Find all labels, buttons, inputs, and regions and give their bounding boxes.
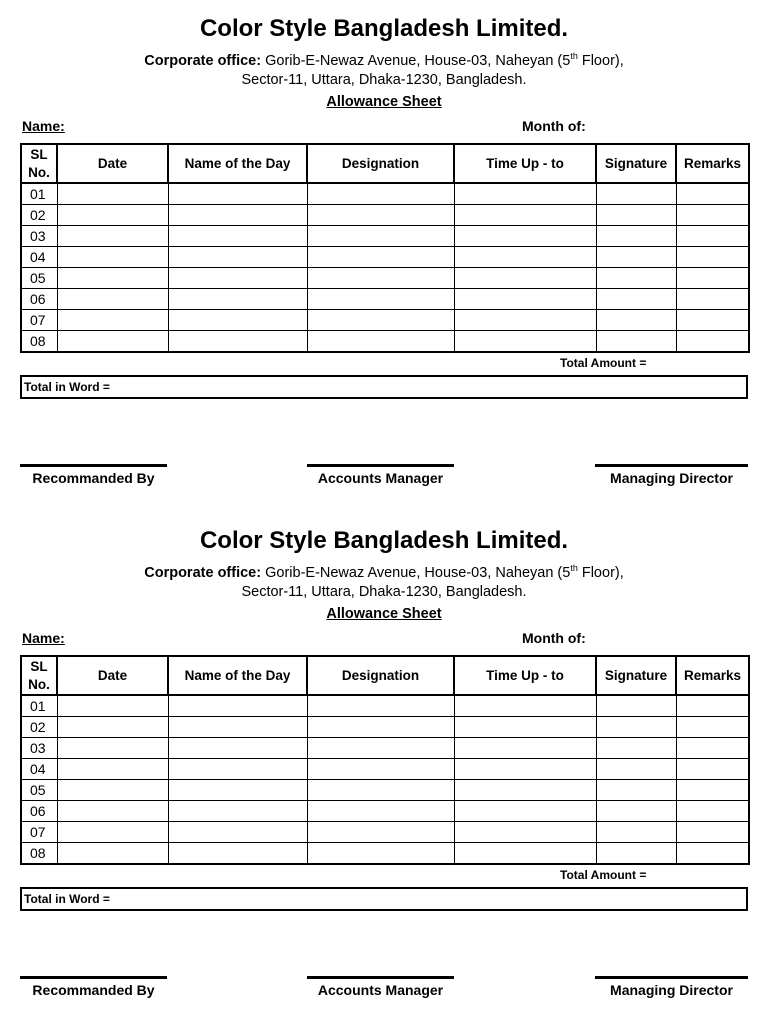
company-name: Color Style Bangladesh Limited. — [199, 15, 569, 42]
day-name-cell[interactable] — [168, 331, 307, 353]
day-name-cell[interactable] — [168, 822, 307, 843]
sl-number-cell: 01 — [21, 183, 57, 205]
table-row — [21, 801, 749, 822]
remarks-cell[interactable] — [676, 331, 749, 353]
sl-number-cell: 06 — [21, 801, 57, 822]
time-cell[interactable] — [454, 289, 596, 310]
table-row — [21, 738, 749, 759]
day-name-cell[interactable] — [168, 310, 307, 331]
recommended-by-signature: Recommanded By — [20, 976, 167, 1005]
designation-cell[interactable] — [307, 822, 454, 843]
header-time: Time Up - to — [454, 656, 596, 695]
signature-cell[interactable] — [596, 226, 676, 247]
signature-cell[interactable] — [596, 822, 676, 843]
signature-cell[interactable] — [596, 717, 676, 738]
signature-cell[interactable] — [596, 843, 676, 865]
designation-cell[interactable] — [307, 247, 454, 268]
header-designation: Designation — [307, 656, 454, 695]
day-name-cell[interactable] — [168, 695, 307, 717]
table-row — [21, 695, 749, 717]
office-label: Corporate office: — [144, 53, 262, 69]
total-in-word-box[interactable] — [20, 375, 748, 399]
date-cell[interactable] — [57, 843, 168, 865]
time-cell[interactable] — [454, 717, 596, 738]
signature-cell[interactable] — [596, 801, 676, 822]
table-header-row — [21, 144, 749, 183]
name-label: Name: — [22, 118, 65, 134]
date-cell[interactable] — [57, 268, 168, 289]
time-cell[interactable] — [454, 695, 596, 717]
designation-cell[interactable] — [307, 759, 454, 780]
address-line-1 — [0, 564, 768, 582]
total-amount-label: Total Amount = — [560, 868, 647, 882]
allowance-table — [20, 655, 750, 865]
day-name-cell[interactable] — [168, 226, 307, 247]
signature-cell[interactable] — [596, 268, 676, 289]
designation-cell[interactable] — [307, 738, 454, 759]
header-signature: Signature — [596, 656, 676, 695]
sl-number-cell: 08 — [21, 843, 57, 865]
signature-cell[interactable] — [596, 738, 676, 759]
designation-cell[interactable] — [307, 801, 454, 822]
total-in-word-label: Total in Word = — [24, 892, 110, 906]
table-row — [21, 183, 749, 205]
date-cell[interactable] — [57, 310, 168, 331]
total-in-word-label: Total in Word = — [24, 380, 110, 394]
day-name-cell[interactable] — [168, 717, 307, 738]
table-row — [21, 331, 749, 353]
remarks-cell[interactable] — [676, 759, 749, 780]
date-cell[interactable] — [57, 738, 168, 759]
remarks-cell[interactable] — [676, 843, 749, 865]
date-cell[interactable] — [57, 289, 168, 310]
time-cell[interactable] — [454, 183, 596, 205]
company-name: Color Style Bangladesh Limited. — [199, 527, 569, 554]
time-cell[interactable] — [454, 310, 596, 331]
name-label: Name: — [22, 630, 65, 646]
form-title: Allowance Sheet — [326, 94, 442, 110]
date-cell[interactable] — [57, 226, 168, 247]
sl-number-cell: 03 — [21, 226, 57, 247]
sl-number-cell: 03 — [21, 738, 57, 759]
day-name-cell[interactable] — [168, 183, 307, 205]
day-name-cell[interactable] — [168, 843, 307, 865]
table-row — [21, 717, 749, 738]
time-cell[interactable] — [454, 822, 596, 843]
remarks-cell[interactable] — [676, 695, 749, 717]
sl-number-cell: 07 — [21, 822, 57, 843]
header-day-name: Name of the Day — [168, 656, 307, 695]
table-row — [21, 268, 749, 289]
table-row — [21, 759, 749, 780]
address-part-a: Gorib-E-Newaz Avenue, House-03, Naheyan (5 — [265, 53, 571, 69]
header-remarks: Remarks — [676, 656, 749, 695]
table-row — [21, 310, 749, 331]
header-designation: Designation — [307, 144, 454, 183]
designation-cell[interactable] — [307, 843, 454, 865]
designation-cell[interactable] — [307, 289, 454, 310]
accounts-manager-signature: Accounts Manager — [307, 464, 454, 493]
day-name-cell[interactable] — [168, 759, 307, 780]
date-cell[interactable] — [57, 331, 168, 353]
office-label: Corporate office: — [144, 565, 262, 581]
table-row — [21, 822, 749, 843]
total-amount-label: Total Amount = — [560, 356, 647, 370]
header-day-name: Name of the Day — [168, 144, 307, 183]
header-date: Date — [57, 656, 168, 695]
table-row — [21, 780, 749, 801]
address-part-b: Floor), — [577, 53, 624, 69]
sl-number-cell: 01 — [21, 695, 57, 717]
address-line-2: Sector-11, Uttara, Dhaka-1230, Bangladesh. — [241, 584, 527, 600]
sl-number-cell: 02 — [21, 205, 57, 226]
remarks-cell[interactable] — [676, 717, 749, 738]
designation-cell[interactable] — [307, 226, 454, 247]
designation-cell[interactable] — [307, 268, 454, 289]
signature-cell[interactable] — [596, 247, 676, 268]
date-cell[interactable] — [57, 801, 168, 822]
time-cell[interactable] — [454, 780, 596, 801]
designation-cell[interactable] — [307, 310, 454, 331]
designation-cell[interactable] — [307, 183, 454, 205]
remarks-cell[interactable] — [676, 780, 749, 801]
table-row — [21, 289, 749, 310]
date-cell[interactable] — [57, 247, 168, 268]
table-row — [21, 843, 749, 865]
day-name-cell[interactable] — [168, 801, 307, 822]
month-label: Month of: — [522, 118, 586, 134]
sl-number-cell: 05 — [21, 268, 57, 289]
sl-number-cell: 06 — [21, 289, 57, 310]
time-cell[interactable] — [454, 331, 596, 353]
sl-number-cell: 04 — [21, 759, 57, 780]
sl-number-cell: 05 — [21, 780, 57, 801]
day-name-cell[interactable] — [168, 268, 307, 289]
date-cell[interactable] — [57, 822, 168, 843]
day-name-cell[interactable] — [168, 738, 307, 759]
recommended-by-signature: Recommanded By — [20, 464, 167, 493]
signature-cell[interactable] — [596, 695, 676, 717]
header-signature: Signature — [596, 144, 676, 183]
header-time: Time Up - to — [454, 144, 596, 183]
time-cell[interactable] — [454, 268, 596, 289]
remarks-cell[interactable] — [676, 801, 749, 822]
date-cell[interactable] — [57, 780, 168, 801]
designation-cell[interactable] — [307, 780, 454, 801]
managing-director-signature: Managing Director — [595, 976, 748, 1005]
table-header-row — [21, 656, 749, 695]
sl-number-cell: 02 — [21, 717, 57, 738]
time-cell[interactable] — [454, 759, 596, 780]
remarks-cell[interactable] — [676, 268, 749, 289]
accounts-manager-signature: Accounts Manager — [307, 976, 454, 1005]
time-cell[interactable] — [454, 226, 596, 247]
signature-cell[interactable] — [596, 780, 676, 801]
remarks-cell[interactable] — [676, 289, 749, 310]
time-cell[interactable] — [454, 205, 596, 226]
month-label: Month of: — [522, 630, 586, 646]
address-line-2: Sector-11, Uttara, Dhaka-1230, Bangladesh. — [241, 72, 527, 88]
signature-cell[interactable] — [596, 331, 676, 353]
day-name-cell[interactable] — [168, 780, 307, 801]
day-name-cell[interactable] — [168, 247, 307, 268]
date-cell[interactable] — [57, 183, 168, 205]
address-superscript: th — [570, 51, 578, 62]
address-part-b: Floor), — [577, 565, 624, 581]
time-cell[interactable] — [454, 801, 596, 822]
address-line-1 — [0, 52, 768, 70]
total-in-word-box[interactable] — [20, 887, 748, 911]
signature-cell[interactable] — [596, 205, 676, 226]
form-title: Allowance Sheet — [326, 606, 442, 622]
address-superscript: th — [570, 563, 578, 574]
header-sl-no: SL No. — [21, 656, 57, 695]
designation-cell[interactable] — [307, 331, 454, 353]
header-date: Date — [57, 144, 168, 183]
header-sl-no: SL No. — [21, 144, 57, 183]
remarks-cell[interactable] — [676, 310, 749, 331]
date-cell[interactable] — [57, 695, 168, 717]
header-remarks: Remarks — [676, 144, 749, 183]
time-cell[interactable] — [454, 843, 596, 865]
signature-cell[interactable] — [596, 310, 676, 331]
time-cell[interactable] — [454, 738, 596, 759]
remarks-cell[interactable] — [676, 205, 749, 226]
table-row — [21, 205, 749, 226]
sl-number-cell: 04 — [21, 247, 57, 268]
designation-cell[interactable] — [307, 717, 454, 738]
allowance-table — [20, 143, 750, 353]
managing-director-signature: Managing Director — [595, 464, 748, 493]
sl-number-cell: 08 — [21, 331, 57, 353]
remarks-cell[interactable] — [676, 183, 749, 205]
remarks-cell[interactable] — [676, 247, 749, 268]
designation-cell[interactable] — [307, 205, 454, 226]
designation-cell[interactable] — [307, 695, 454, 717]
remarks-cell[interactable] — [676, 738, 749, 759]
date-cell[interactable] — [57, 759, 168, 780]
day-name-cell[interactable] — [168, 205, 307, 226]
remarks-cell[interactable] — [676, 226, 749, 247]
signature-cell[interactable] — [596, 289, 676, 310]
sl-number-cell: 07 — [21, 310, 57, 331]
date-cell[interactable] — [57, 717, 168, 738]
signature-cell[interactable] — [596, 183, 676, 205]
time-cell[interactable] — [454, 247, 596, 268]
table-row — [21, 247, 749, 268]
date-cell[interactable] — [57, 205, 168, 226]
day-name-cell[interactable] — [168, 289, 307, 310]
signature-cell[interactable] — [596, 759, 676, 780]
table-row — [21, 226, 749, 247]
address-part-a: Gorib-E-Newaz Avenue, House-03, Naheyan (5 — [265, 565, 571, 581]
remarks-cell[interactable] — [676, 822, 749, 843]
